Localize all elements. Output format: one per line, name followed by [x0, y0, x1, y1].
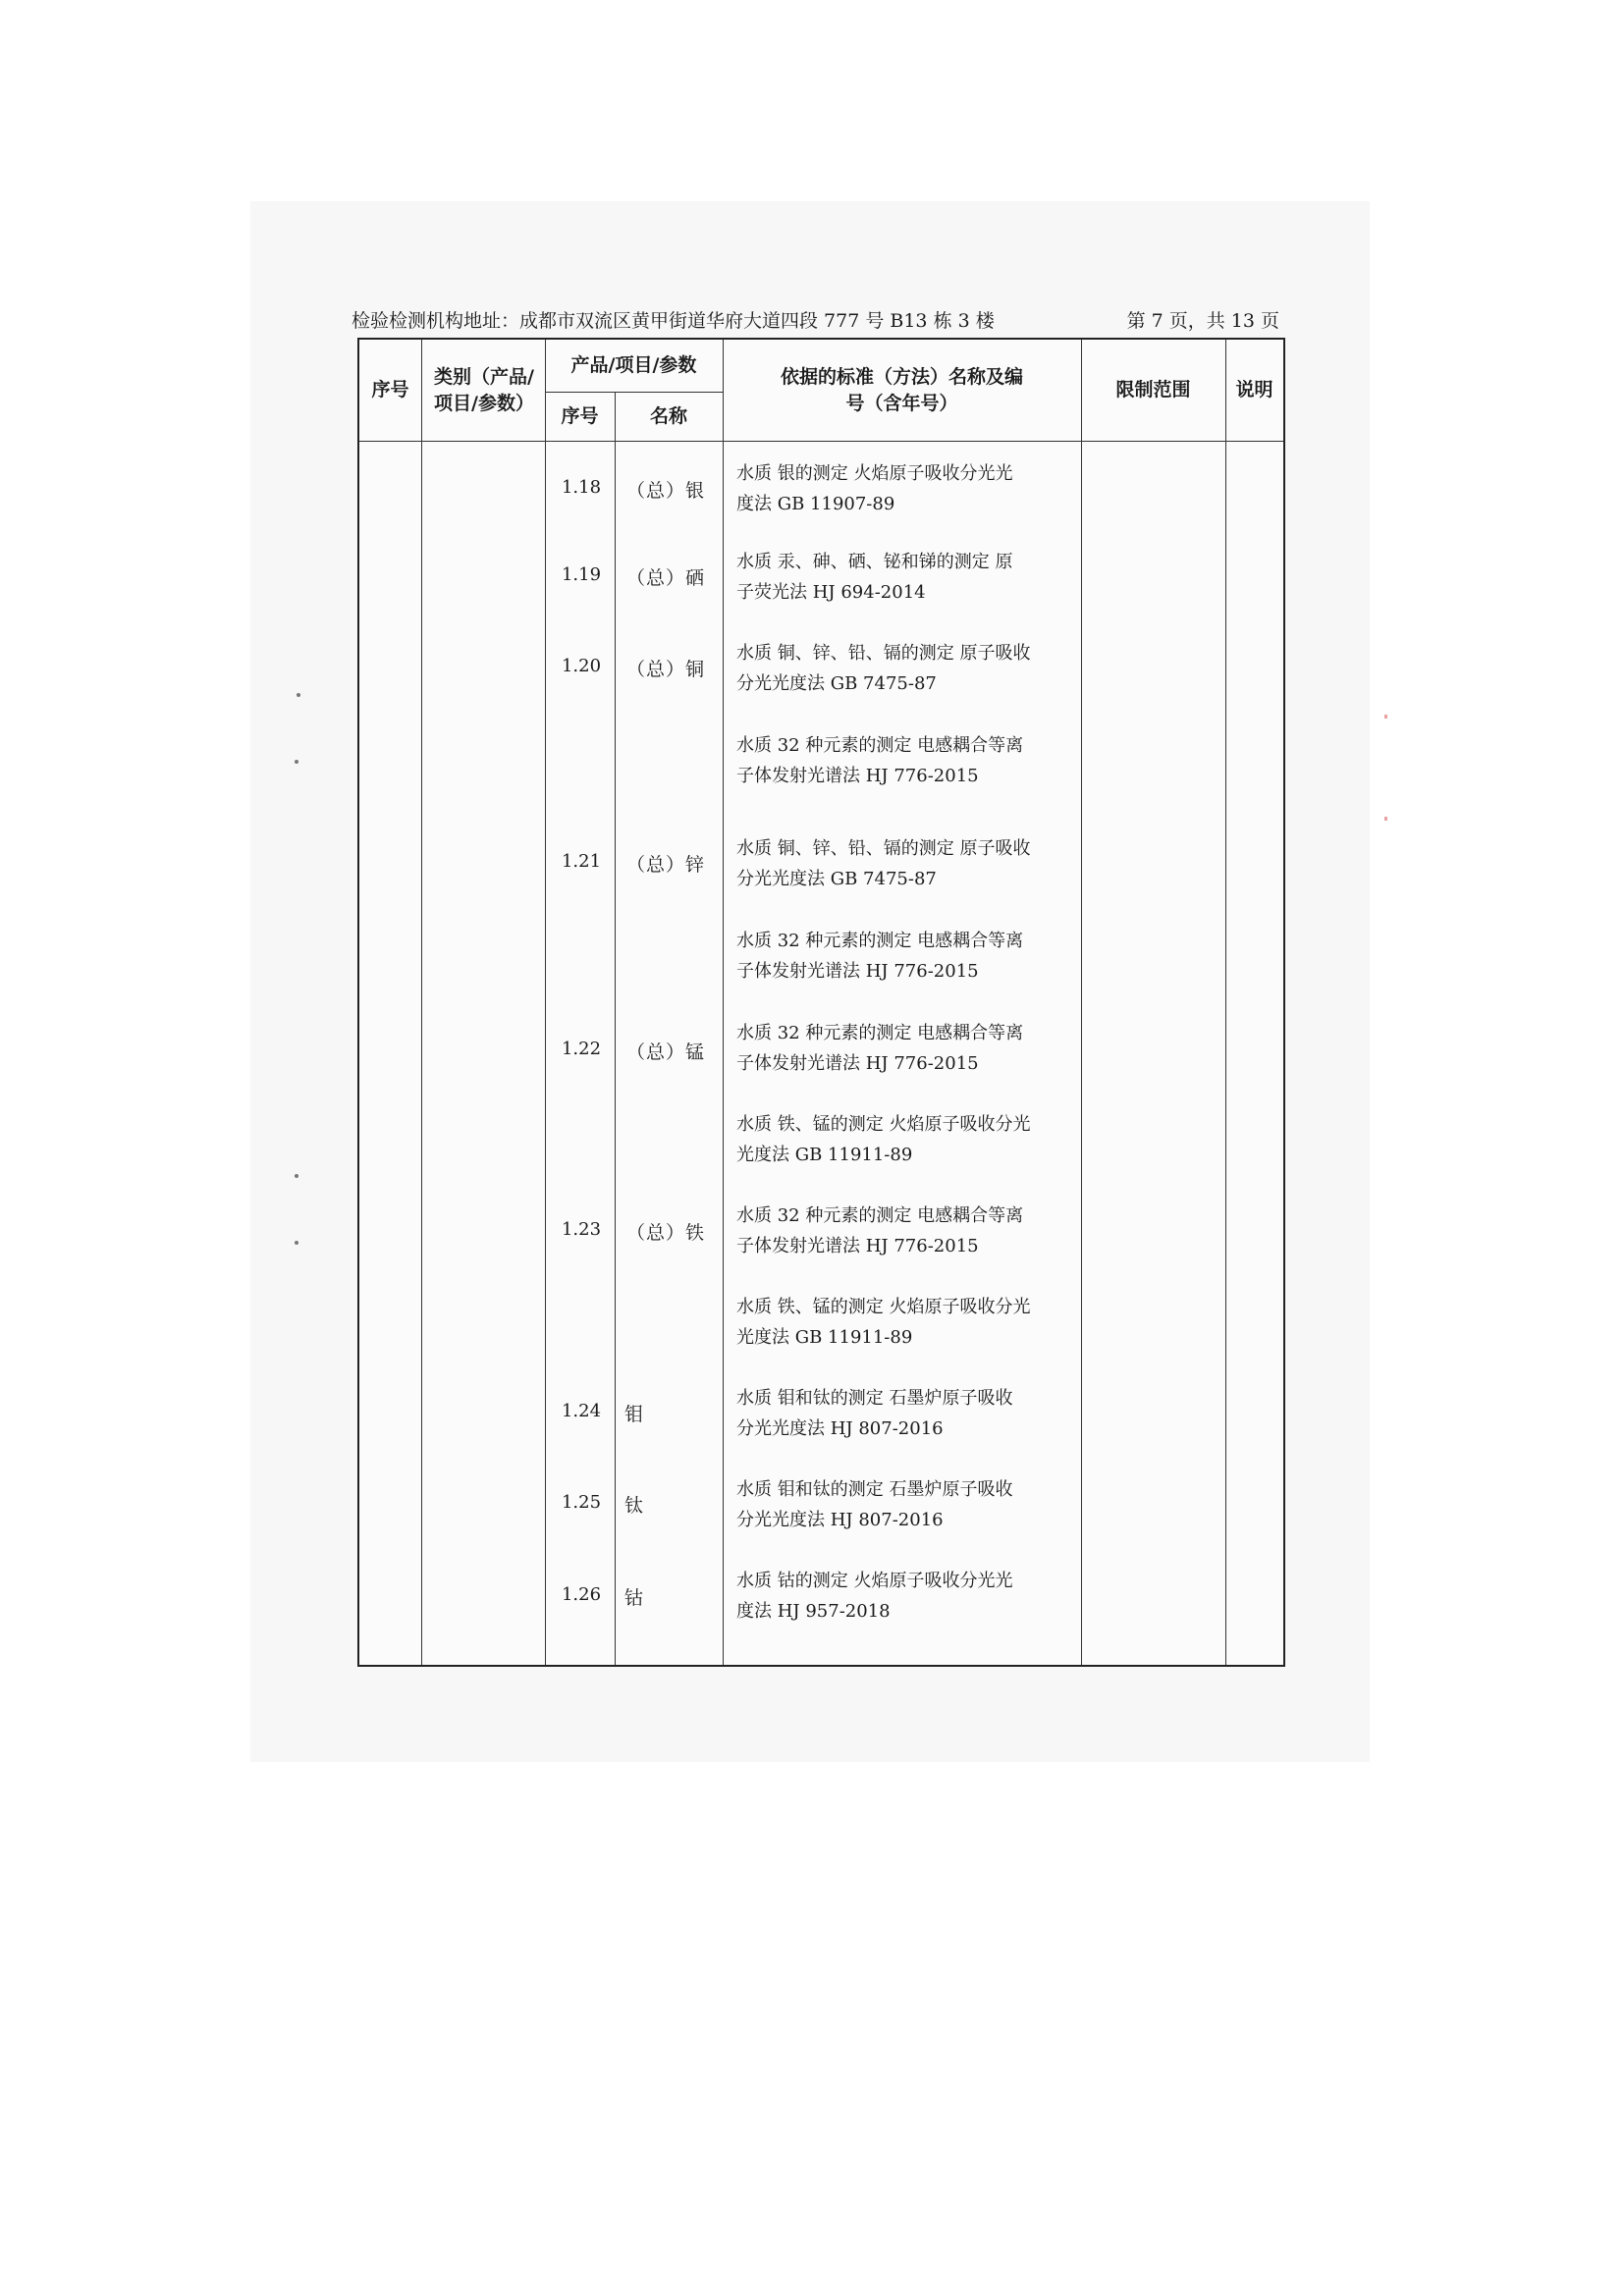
standard-line: 水质 32 种元素的测定 电感耦合等离 — [736, 735, 1024, 756]
page-header — [352, 306, 1279, 333]
standard-line: 水质 钼和钛的测定 石墨炉原子吸收 — [736, 1479, 1013, 1500]
item-number: 1.22 — [561, 1039, 602, 1059]
item-name: （总）铜 — [626, 659, 706, 680]
standard-line: 水质 铁、锰的测定 火焰原子吸收分光 — [736, 1297, 1031, 1317]
lab-address: 检验检测机构地址：成都市双流区黄甲街道华府大道四段 777 号 B13 栋 3 楼 — [352, 310, 995, 332]
standard-line: 分光光度法 GB 7475-87 — [736, 869, 937, 889]
standard-line: 水质 银的测定 火焰原子吸收分光光 — [736, 463, 1013, 484]
col-divider — [723, 340, 724, 1665]
scan-speck — [295, 760, 298, 764]
standard-entry — [736, 730, 1085, 791]
standard-entry — [736, 1383, 1085, 1444]
standard-entry — [736, 1018, 1085, 1079]
standard-line: 光度法 GB 11911-89 — [736, 1327, 913, 1348]
header-seq: 序号 — [371, 379, 409, 400]
standard-line: 度法 HJ 957-2018 — [736, 1601, 891, 1622]
scan-mark — [1384, 715, 1387, 719]
col-divider — [615, 392, 616, 1665]
item-name: （总）硒 — [626, 567, 706, 589]
standard-line: 光度法 GB 11911-89 — [736, 1145, 913, 1165]
header-limit: 限制范围 — [1115, 379, 1191, 400]
standard-line: 水质 汞、砷、硒、铋和锑的测定 原 — [736, 552, 1013, 572]
header-category: 类别（产品/项目/参数） — [434, 365, 534, 414]
standard-entry — [736, 638, 1085, 699]
header-bottom-line — [359, 441, 1283, 442]
standard-entry — [736, 1566, 1085, 1627]
standard-line: 水质 钴的测定 火焰原子吸收分光光 — [736, 1571, 1013, 1591]
item-number: 1.25 — [561, 1492, 602, 1513]
scan-speck — [297, 693, 300, 697]
item-name: （总）锰 — [626, 1041, 706, 1063]
item-number: 1.19 — [561, 564, 602, 585]
standard-entry — [736, 547, 1085, 608]
item-name: 钴 — [624, 1587, 645, 1609]
item-name: 钼 — [624, 1404, 645, 1425]
header-sub-seq: 序号 — [561, 404, 599, 427]
standard-line: 度法 GB 11907-89 — [736, 494, 895, 514]
standard-line: 水质 32 种元素的测定 电感耦合等离 — [736, 1205, 1024, 1226]
standard-line: 水质 32 种元素的测定 电感耦合等离 — [736, 1023, 1024, 1043]
col-divider — [1081, 340, 1082, 1665]
item-name: （总）锌 — [626, 854, 706, 876]
item-number: 1.23 — [561, 1219, 602, 1240]
item-number: 1.20 — [561, 656, 602, 676]
header-product-group: 产品/项目/参数 — [570, 354, 697, 376]
header-sub-name: 名称 — [649, 404, 687, 427]
standard-line: 水质 32 种元素的测定 电感耦合等离 — [736, 931, 1024, 951]
scan-mark — [1384, 817, 1387, 821]
standard-line: 水质 铜、锌、铅、镉的测定 原子吸收 — [736, 643, 1031, 664]
standard-line: 子体发射光谱法 HJ 776-2015 — [736, 1236, 979, 1256]
item-name: （总）铁 — [626, 1222, 706, 1244]
standard-entry — [736, 1109, 1085, 1170]
standard-entry — [736, 458, 1085, 519]
standard-line: 子体发射光谱法 HJ 776-2015 — [736, 1053, 979, 1074]
standard-entry — [736, 1292, 1085, 1353]
scope-table — [357, 338, 1285, 1667]
header-standard: 依据的标准（方法）名称及编号（含年号） — [780, 365, 1023, 414]
standard-line: 分光光度法 GB 7475-87 — [736, 673, 937, 694]
scan-speck — [295, 1174, 298, 1178]
standard-line: 子体发射光谱法 HJ 776-2015 — [736, 766, 979, 786]
item-name: 钛 — [624, 1495, 645, 1517]
standard-line: 分光光度法 HJ 807-2016 — [736, 1510, 944, 1530]
item-name: （总）银 — [626, 480, 706, 502]
item-number: 1.18 — [561, 477, 602, 498]
item-number: 1.24 — [561, 1401, 602, 1421]
standard-entry — [736, 1474, 1085, 1535]
col-divider — [545, 340, 546, 1665]
col-divider — [1225, 340, 1226, 1665]
page-number: 第 7 页，共 13 页 — [1126, 310, 1279, 332]
item-number: 1.26 — [561, 1584, 602, 1605]
item-number: 1.21 — [561, 851, 602, 872]
standard-line: 子体发射光谱法 HJ 776-2015 — [736, 961, 979, 982]
standard-line: 分光光度法 HJ 807-2016 — [736, 1418, 944, 1439]
standard-line: 子荧光法 HJ 694-2014 — [736, 582, 926, 603]
standard-entry — [736, 926, 1085, 987]
standard-line: 水质 钼和钛的测定 石墨炉原子吸收 — [736, 1388, 1013, 1409]
col-divider — [421, 340, 422, 1665]
standard-entry — [736, 833, 1085, 894]
scan-speck — [295, 1241, 298, 1245]
standard-line: 水质 铜、锌、铅、镉的测定 原子吸收 — [736, 838, 1031, 859]
standard-entry — [736, 1201, 1085, 1261]
header-note: 说明 — [1235, 379, 1273, 400]
standard-line: 水质 铁、锰的测定 火焰原子吸收分光 — [736, 1114, 1031, 1135]
